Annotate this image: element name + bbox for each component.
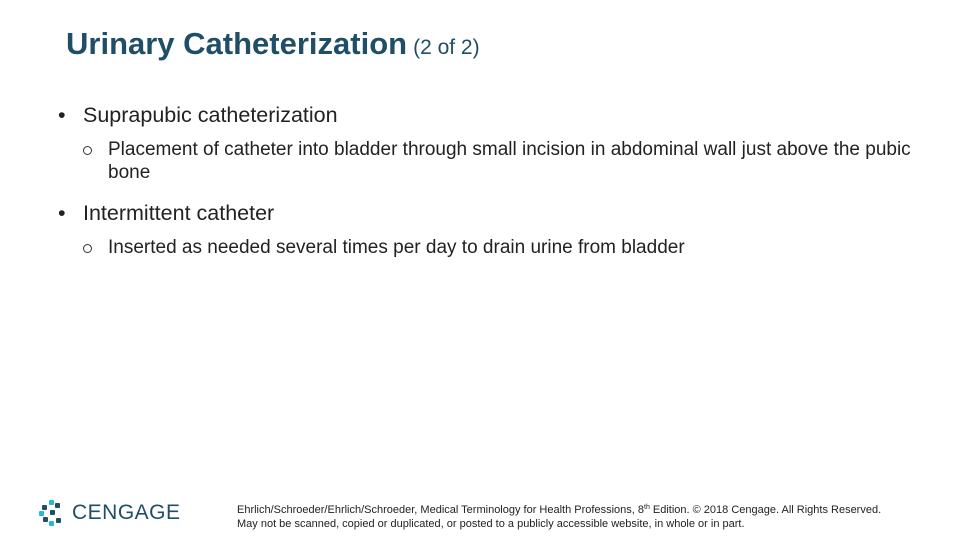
sub-bullet-ring-icon <box>83 146 92 155</box>
cengage-dots-icon <box>38 499 66 527</box>
footer-line-2: May not be scanned, copied or duplicated, or posted to a publicly accessible website, in whole or in part. <box>237 518 745 530</box>
bullet-item <box>58 200 918 226</box>
sub-bullet-item <box>58 138 918 184</box>
slide-title <box>66 26 480 62</box>
cengage-logo <box>38 498 181 528</box>
logo-wordmark: CENGAGE <box>72 501 181 524</box>
bullet-list <box>58 102 918 259</box>
sub-bullet-text: Inserted as needed several times per day to drain urine from bladder <box>108 237 685 258</box>
copyright-footer <box>237 503 881 531</box>
bullet-dot: • <box>58 201 66 225</box>
footer-line-1: Ehrlich/Schroeder/Ehrlich/Schroeder, Medical Terminology for Health Professions, 8th Edition. © 2018 Cengage. All Rights Reserved. <box>237 504 882 516</box>
title-main: Urinary Catheterization <box>66 26 408 61</box>
bullet-dot: • <box>58 103 66 127</box>
sub-bullet-ring-icon <box>83 244 92 253</box>
sub-bullet-text: Placement of catheter into bladder through small incision in abdominal wall just above the pubic bone <box>108 139 911 183</box>
sub-bullet-item <box>58 236 918 259</box>
bullet-text: Intermittent catheter <box>83 201 275 225</box>
title-page-indicator: (2 of 2) <box>413 36 480 59</box>
bullet-text: Suprapubic catheterization <box>83 103 338 127</box>
bullet-item <box>58 102 918 128</box>
